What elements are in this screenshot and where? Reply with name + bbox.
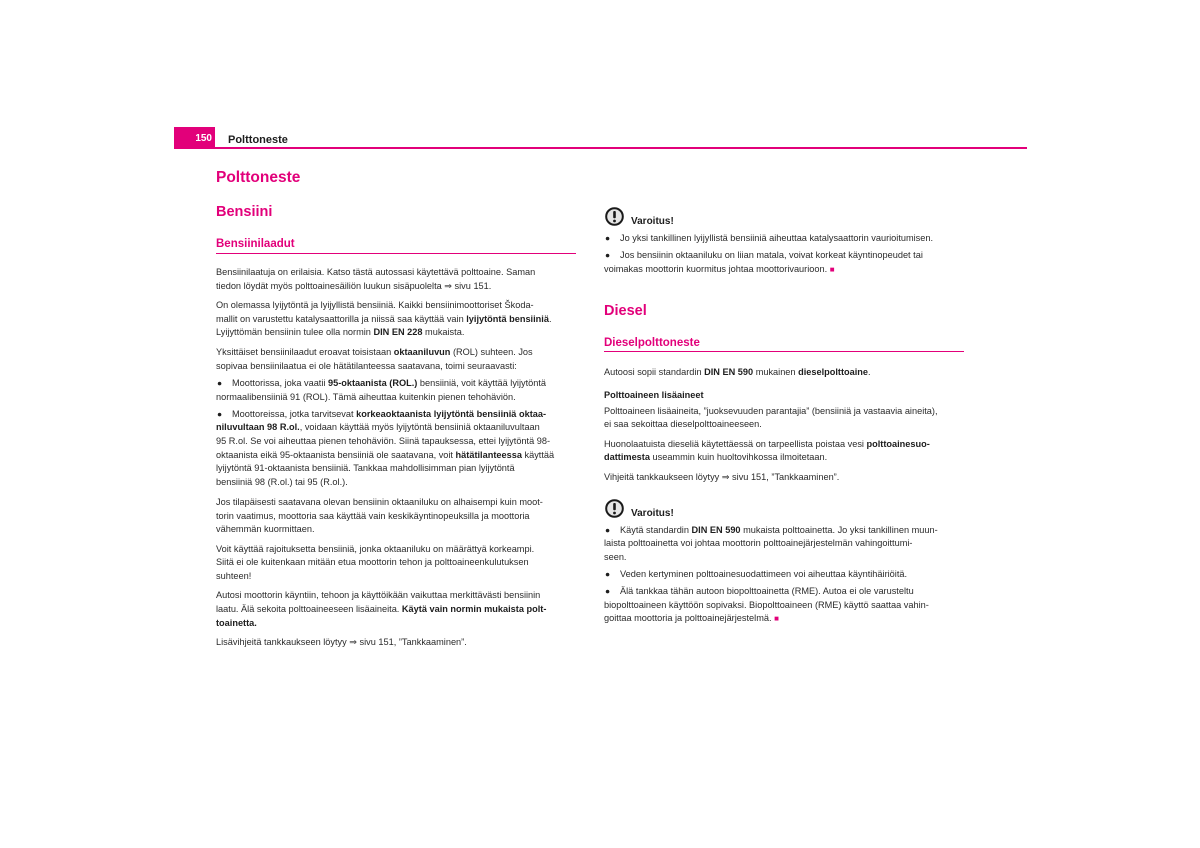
text-run: Siitä ei ole kuitenkaan mitään etua moottorin tehon ja polttoaineenkulutuksen	[216, 557, 529, 568]
warning-items	[604, 232, 966, 276]
bold-text: lyijytöntä bensiiniä	[466, 313, 549, 324]
text-line	[216, 617, 578, 631]
paragraph	[604, 471, 966, 485]
text-line	[216, 391, 578, 405]
text-line	[216, 421, 578, 435]
text-run: (ROL) suhteen. Jos	[450, 346, 533, 357]
paragraph	[216, 589, 578, 630]
bold-text: polttoainesuo-	[866, 438, 930, 449]
text-run: Polttoaineen lisäaineita, ”juoksevuuden parantajia” (bensiiniä ja vastaavia aineita),	[604, 405, 938, 416]
text-line	[604, 585, 966, 599]
paragraph	[604, 438, 966, 465]
text-run: Moottoreissa, jotka tarvitsevat	[232, 408, 357, 419]
text-run: biopolttoaineen käyttöön sopivaksi. Biopolttoaineen (RME) käyttö saattaa vahin-	[604, 599, 929, 610]
text-run: On olemassa lyijytöntä ja lyijyllistä bensiiniä. Kaikki bensiinimoottoriset Škoda-	[216, 300, 534, 311]
subsection-heading-bensiinilaadut: Bensiinilaadut	[216, 238, 295, 250]
bold-text: hätätilanteessa	[455, 449, 522, 460]
end-mark: ■	[829, 264, 835, 274]
text-run: ei saa sekoittaa dieselpolttoaineeseen.	[604, 419, 762, 430]
text-run: mallit on varustettu katalysaattorilla ja niissä saa käyttää vain	[216, 313, 467, 324]
text-line	[216, 449, 578, 463]
subsection-heading-dieselpolttoneste: Dieselpolttoneste	[604, 337, 700, 349]
left-column-body	[216, 266, 578, 650]
text-run: goittaa moottoria ja polttoainejärjestelmä.	[604, 613, 775, 624]
text-line	[604, 389, 966, 403]
subsection-rule	[604, 351, 964, 352]
warning-box-petrol	[604, 207, 966, 276]
text-line	[216, 408, 578, 422]
warning-items	[604, 524, 966, 626]
text-line	[216, 636, 578, 650]
bullet-item	[604, 585, 966, 626]
text-run: Lisävihjeitä tankkaukseen löytyy ⇒ sivu 151, ”Tankkaaminen”.	[216, 637, 467, 648]
text-run: Veden kertyminen polttoainesuodattimeen voi aiheuttaa käyntihäiriöitä.	[620, 568, 908, 579]
bullet-item	[216, 408, 578, 490]
text-run: Vihjeitä tankkaukseen löytyy ⇒ sivu 151, ”Tankkaaminen”.	[604, 472, 840, 483]
text-line	[216, 510, 578, 524]
text-line	[604, 249, 966, 263]
text-run: laista polttoainetta voi johtaa moottorin polttoainejärjestelmän vahingoittumi-	[604, 538, 913, 549]
text-line	[604, 599, 966, 613]
paragraph	[216, 266, 578, 293]
text-run: .	[548, 313, 552, 324]
warning-label: Varoitus!	[631, 507, 674, 519]
bold-text: dieselpolttoaine	[798, 367, 869, 377]
text-line	[216, 377, 578, 391]
text-line	[604, 418, 966, 432]
text-run: 95 R.ol. Se voi aiheuttaa pienen tehohäviön. Siinä tapauksessa, ettei lyijytöntä 98-	[216, 436, 551, 447]
text-run: Huonolaatuista dieseliä käytettäessä on tarpeellista poistaa vesi	[604, 438, 867, 449]
text-run: Lyijyttömän bensiinin tulee olla normin	[216, 327, 374, 338]
text-run: suhteen!	[216, 570, 252, 581]
text-run: Autosi moottorin käyntiin, tehoon ja käyttöikään vaikuttaa merkittävästi bensiinin	[216, 590, 541, 601]
bullet-item	[604, 232, 966, 246]
text-run: laatu. Älä sekoita polttoaineeseen lisäaineita.	[216, 604, 402, 615]
text-run: torin vaatimus, moottoria saa käyttää vain keskikäyntinopeuksilla ja moottoria	[216, 510, 530, 521]
text-line	[216, 496, 578, 510]
text-run: normaalibensiiniä 91 (ROL). Tämä aiheuttaa kuitenkin pienen tehohäviön.	[216, 391, 516, 402]
text-run: useammin kuin huoltovihkossa ilmoitetaan.	[649, 452, 828, 463]
warning-icon	[605, 207, 624, 226]
text-run: bensiiniä, voit käyttää lyijytöntä	[417, 378, 547, 389]
bold-text: niluvultaan 98 R.ol.	[216, 422, 300, 433]
text-line	[216, 346, 578, 360]
bold-text: korkeaoktaanista lyijytöntä bensiiniä oktaa-	[356, 408, 547, 419]
paragraph	[604, 366, 966, 380]
text-line	[604, 232, 966, 246]
bullet-item	[604, 568, 966, 582]
text-line	[216, 462, 578, 476]
text-line	[604, 537, 966, 551]
page-number-badge	[174, 127, 215, 148]
text-run: Jo yksi tankillinen lyijyllistä bensiiniä aiheuttaa katalysaattorin vaurioitumisen.	[620, 233, 934, 243]
text-run: oktaanista eikä 95-oktaanista bensiiniä ole saatavana, voit	[216, 449, 456, 460]
end-mark: ■	[774, 614, 779, 624]
text-run: Älä tankkaa tähän autoon biopolttoainetta (RME). Autoa ei ole varusteltu	[620, 586, 914, 597]
paragraph-subheading	[604, 389, 966, 403]
subsection-rule	[216, 253, 576, 254]
bullet-item	[604, 249, 966, 276]
warning-label: Varoitus!	[631, 216, 674, 227]
text-run: mukainen	[753, 367, 799, 377]
text-run: mukaista.	[422, 327, 465, 338]
header-rule	[174, 147, 1027, 149]
text-run: bensiiniä 98 (R.ol.) tai 95 (R.ol.).	[216, 476, 348, 487]
bold-text: DIN EN 228	[373, 327, 423, 338]
paragraph	[216, 299, 578, 340]
paragraph	[216, 346, 578, 373]
text-line	[604, 405, 966, 419]
text-line	[216, 543, 578, 557]
bold-text: 95-oktaanista (ROL.)	[328, 378, 418, 389]
text-line	[604, 438, 966, 452]
warning-header	[604, 499, 966, 524]
page-number: 150	[195, 133, 212, 144]
text-run: Bensiinilaatuja on erilaisia. Katso tästä autossasi käytettävä polttoaine. Saman	[216, 267, 536, 277]
bold-text: DIN EN 590	[704, 367, 754, 377]
text-line	[604, 471, 966, 485]
text-run: , voidaan käyttää myös lyijytöntä bensiiniä oktaaniluvultaan	[299, 422, 540, 433]
text-run: käyttää	[521, 449, 555, 460]
text-run: lyijytöntä 91-oktaanista bensiiniä. Tankkaa mahdollisimman pian lyijytöntä	[216, 463, 515, 474]
paragraph	[216, 636, 578, 650]
text-line	[604, 524, 966, 538]
bullet-item	[604, 524, 966, 565]
text-line	[216, 266, 578, 280]
text-line	[604, 263, 966, 277]
text-line	[216, 589, 578, 603]
text-run: Moottorissa, joka vaatii	[232, 378, 328, 389]
text-line	[216, 360, 578, 374]
text-line	[604, 612, 966, 626]
bold-text: Käytä vain normin mukaista polt-	[401, 604, 547, 615]
text-line	[216, 476, 578, 490]
text-run: mukaista polttoainetta. Jo yksi tankillinen muun-	[740, 524, 938, 535]
text-run: Jos bensiinin oktaaniluku on liian matala, voivat korkeat käyntinopeudet tai	[620, 250, 923, 261]
paragraph	[216, 496, 578, 537]
text-line	[216, 299, 578, 313]
text-run: Jos tilapäisesti saatavana olevan bensiinin oktaaniluku on alhaisempi kuin moot-	[216, 496, 543, 507]
text-line	[216, 523, 578, 537]
text-line	[216, 603, 578, 617]
text-run: tiedon löydät myös polttoainesäiliön luukun sisäpuolelta ⇒ sivu 151.	[216, 280, 492, 291]
text-line	[216, 570, 578, 584]
text-run: sopivaa bensiinilaatua ei ole hätätilanteessa saatavana, toimi seuraavasti:	[216, 360, 517, 371]
right-column-body	[604, 366, 966, 626]
text-run: seen.	[604, 551, 627, 562]
paragraph	[216, 543, 578, 584]
text-run: vähemmän kuormittaen.	[216, 524, 315, 535]
text-line	[604, 366, 966, 380]
diesel-paragraphs	[604, 366, 966, 485]
text-run: .	[868, 367, 871, 377]
paragraph	[604, 405, 966, 432]
text-run: Voit käyttää rajoituksetta bensiiniä, jonka oktaaniluku on määrättyä korkeampi.	[216, 543, 535, 554]
running-header-title: Polttoneste	[228, 134, 288, 146]
text-line	[216, 280, 578, 294]
text-line	[216, 313, 578, 327]
warning-icon	[605, 499, 624, 518]
section-heading-diesel: Diesel	[604, 303, 647, 319]
text-run: Autoosi sopii standardin	[604, 367, 705, 377]
text-run: voimakas moottorin kuormitus johtaa moottorivaurioon.	[604, 263, 830, 274]
text-line	[216, 435, 578, 449]
text-run: Yksittäiset bensiinilaadut eroavat toisistaan	[216, 346, 394, 357]
bold-text: DIN EN 590	[691, 524, 741, 535]
page-title: Polttoneste	[216, 169, 301, 186]
text-line	[604, 551, 966, 565]
bold-text: dattimesta	[604, 452, 650, 463]
bullet-item	[216, 377, 578, 404]
bold-text: toainetta.	[216, 617, 257, 628]
warning-box-diesel	[604, 499, 966, 626]
text-line	[604, 451, 966, 465]
text-run: Käytä standardin	[620, 524, 692, 535]
section-heading-bensiini: Bensiini	[216, 204, 273, 220]
text-line	[216, 326, 578, 340]
text-line	[216, 556, 578, 570]
warning-header	[604, 207, 966, 232]
text-line	[604, 568, 966, 582]
bold-text: oktaaniluvun	[393, 346, 451, 357]
bold-text: Polttoaineen lisäaineet	[604, 389, 704, 400]
